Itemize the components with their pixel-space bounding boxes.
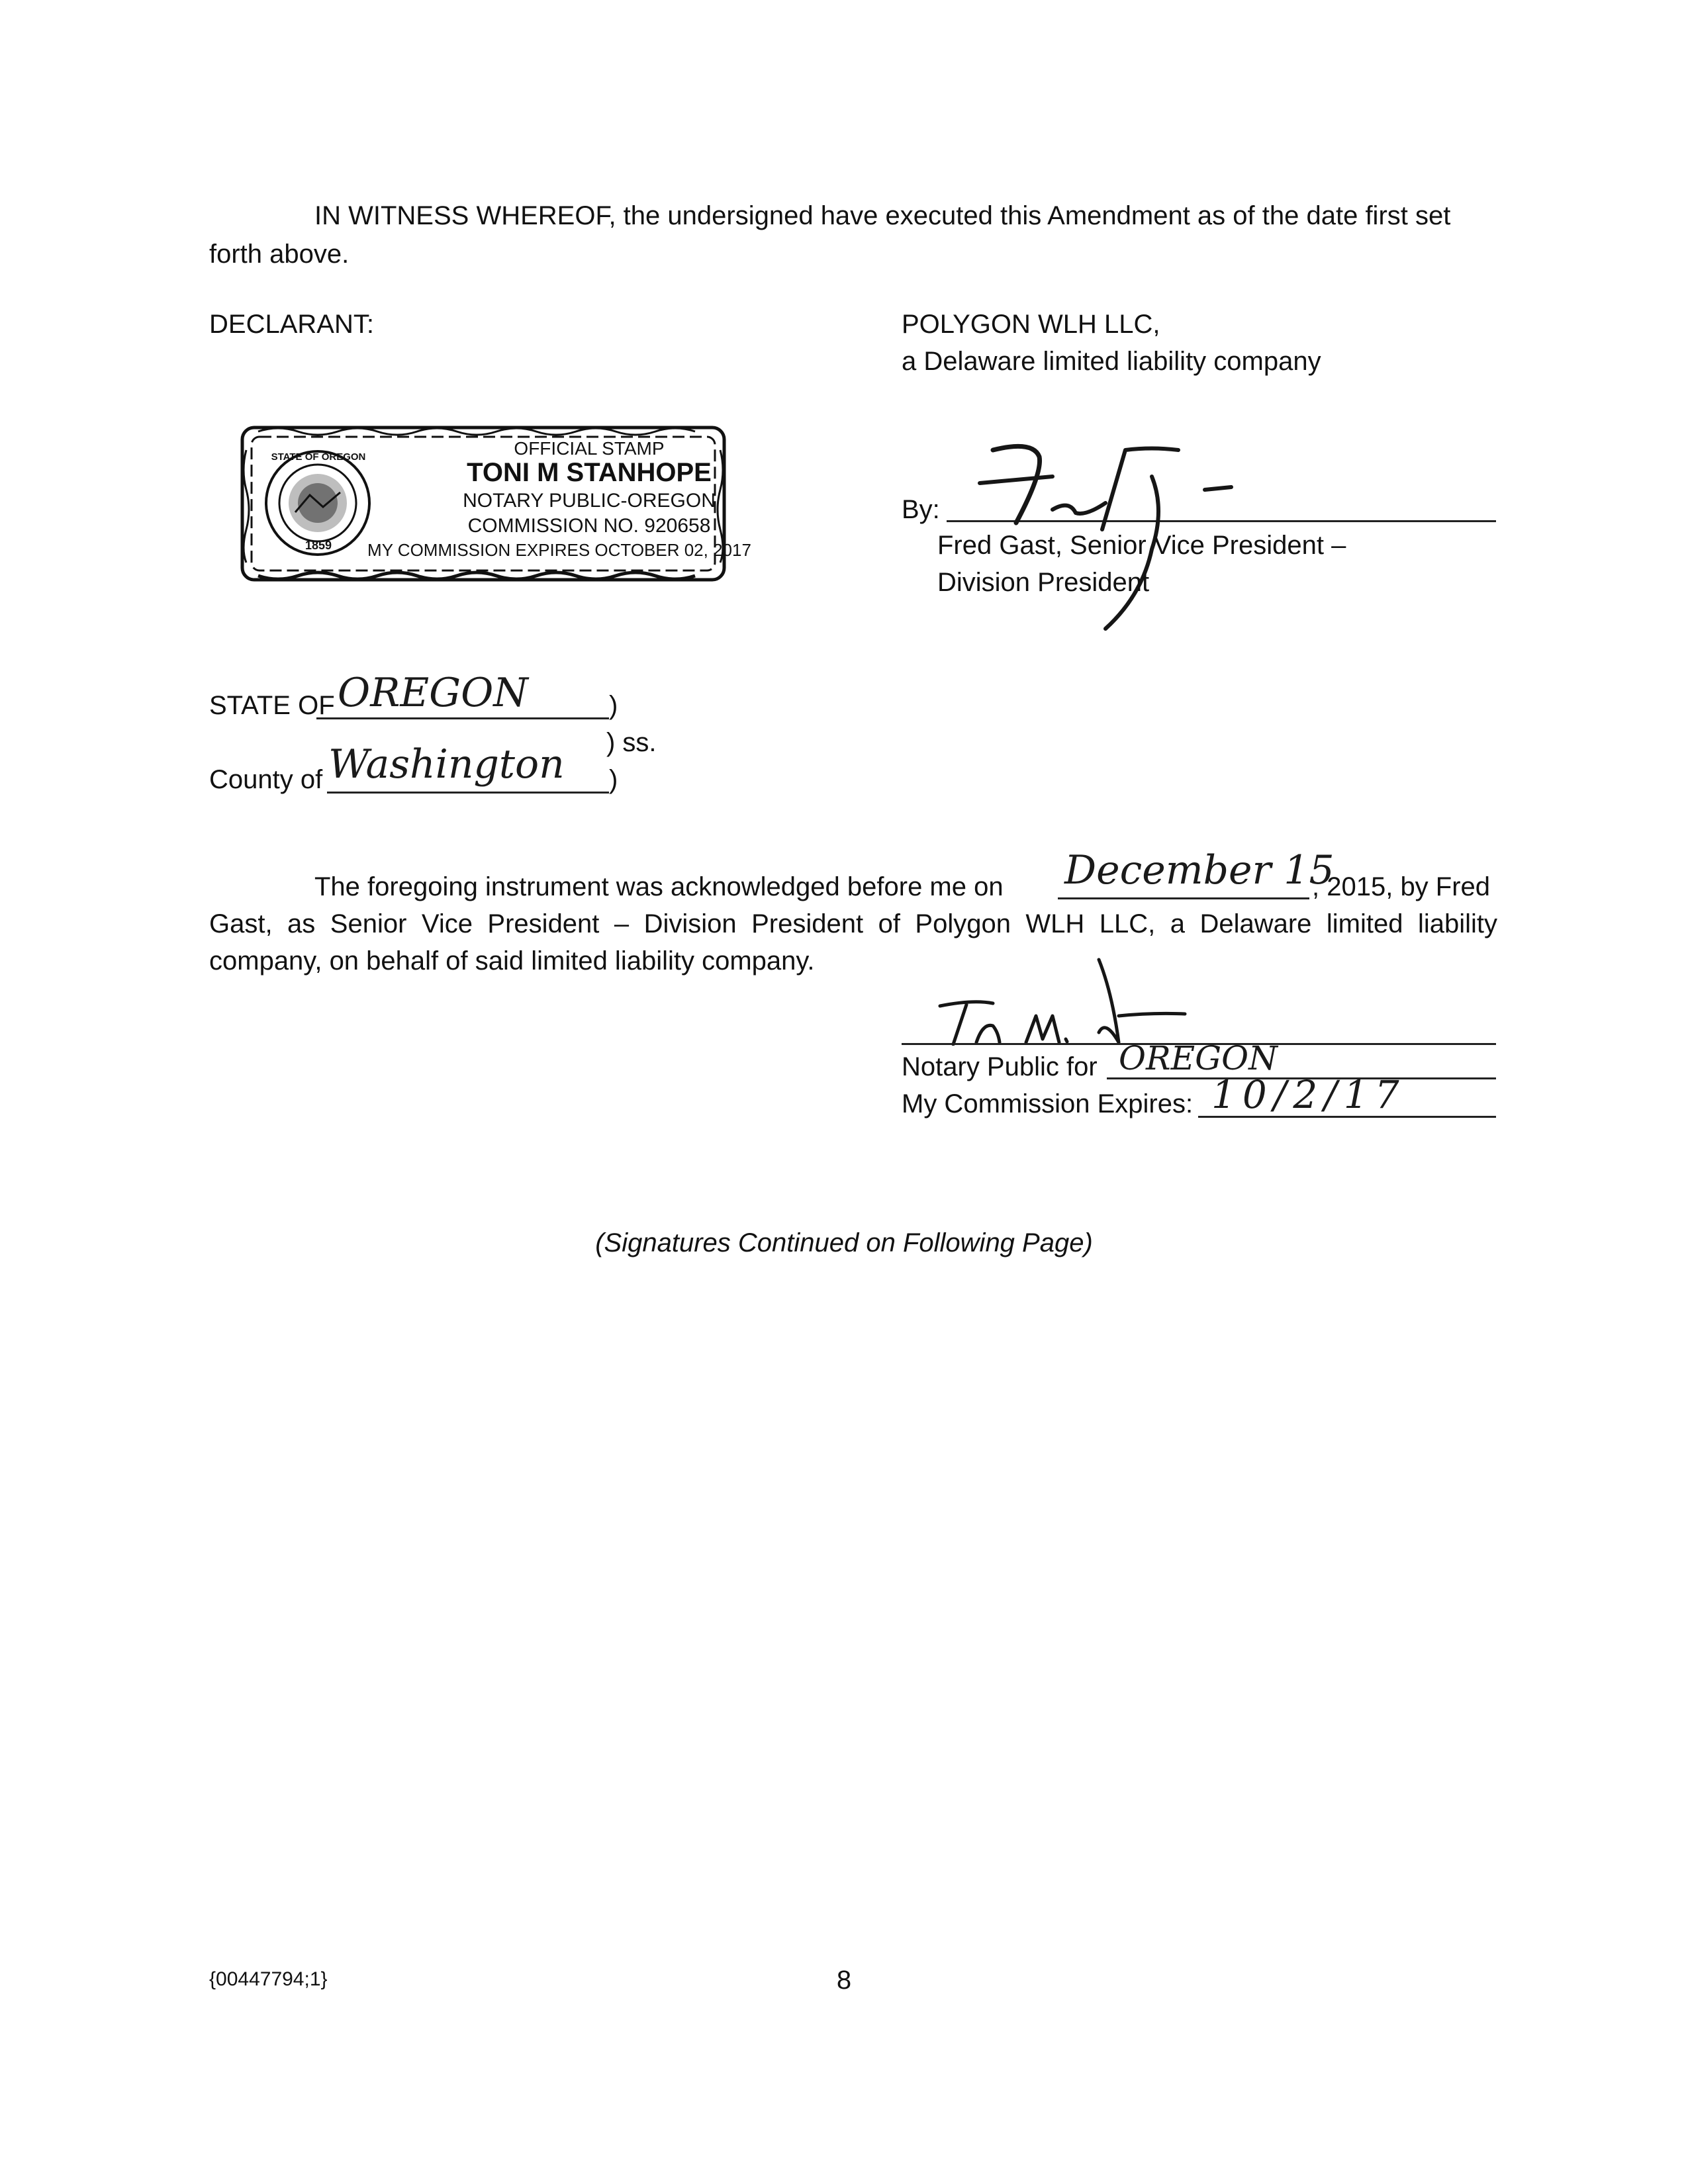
notary-expires-label: My Commission Expires: [902, 1089, 1194, 1118]
signer-line-1: Fred Gast, Senior Vice President – [937, 531, 1346, 560]
ack-line-1-before: The foregoing instrument was acknowledged before me on [314, 872, 1004, 901]
venue-paren-3: ) [609, 765, 618, 794]
notary-public-for-label: Notary Public for [902, 1052, 1098, 1081]
stamp-line-2: COMMISSION NO. 920658 [467, 515, 711, 537]
stamp-line-3: MY COMMISSION EXPIRES OCTOBER 02, 2017 [367, 540, 751, 560]
notary-signature-icon [900, 953, 1218, 1046]
ack-line-1-after: , 2015, by Fred [1312, 872, 1491, 901]
notary-expires-value: 10/2/17 [1211, 1072, 1406, 1117]
seal-top-text: STATE OF OREGON [271, 451, 366, 463]
venue-paren-1: ) [609, 691, 618, 720]
stamp-line-1: NOTARY PUBLIC-OREGON [463, 490, 716, 512]
footer-doc-id: {00447794;1} [209, 1968, 328, 1990]
state-line [316, 717, 609, 719]
notary-public-for-value: OREGON [1119, 1039, 1278, 1077]
seal-year-text: 1859 [305, 539, 332, 552]
company-name: POLYGON WLH LLC, [902, 310, 1160, 339]
county-line [327, 792, 609, 794]
county-label: County of [209, 765, 323, 794]
ack-paragraph: Gast, as Senior Vice President – Division President of Polygon WLH LLC, a Delaware limited liability company, on behalf of said limited liability company. [209, 909, 1497, 976]
stamp-heading: OFFICIAL STAMP [514, 438, 665, 459]
witness-line-1: IN WITNESS WHEREOF, the undersigned have executed this Amendment as of the date first set [314, 201, 1451, 230]
stamp-notary-name: TONI M STANHOPE [467, 458, 712, 487]
venue-paren-ss: ) ss. [606, 728, 657, 757]
county-value: Washington [328, 741, 565, 788]
state-value: OREGON [338, 670, 528, 716]
state-label: STATE OF [209, 691, 335, 720]
signer-line-2: Division President [937, 568, 1150, 597]
company-type: a Delaware limited liability company [902, 347, 1321, 376]
witness-line-2: forth above. [209, 240, 350, 269]
ack-date-value: December 15 [1064, 847, 1335, 893]
page-number: 8 [836, 1966, 852, 1995]
ack-date-line [1058, 897, 1309, 899]
notary-stamp [238, 424, 751, 584]
continued-note: (Signatures Continued on Following Page) [595, 1228, 1093, 1257]
declarant-label: DECLARANT: [209, 310, 374, 339]
by-label: By: [902, 495, 940, 524]
